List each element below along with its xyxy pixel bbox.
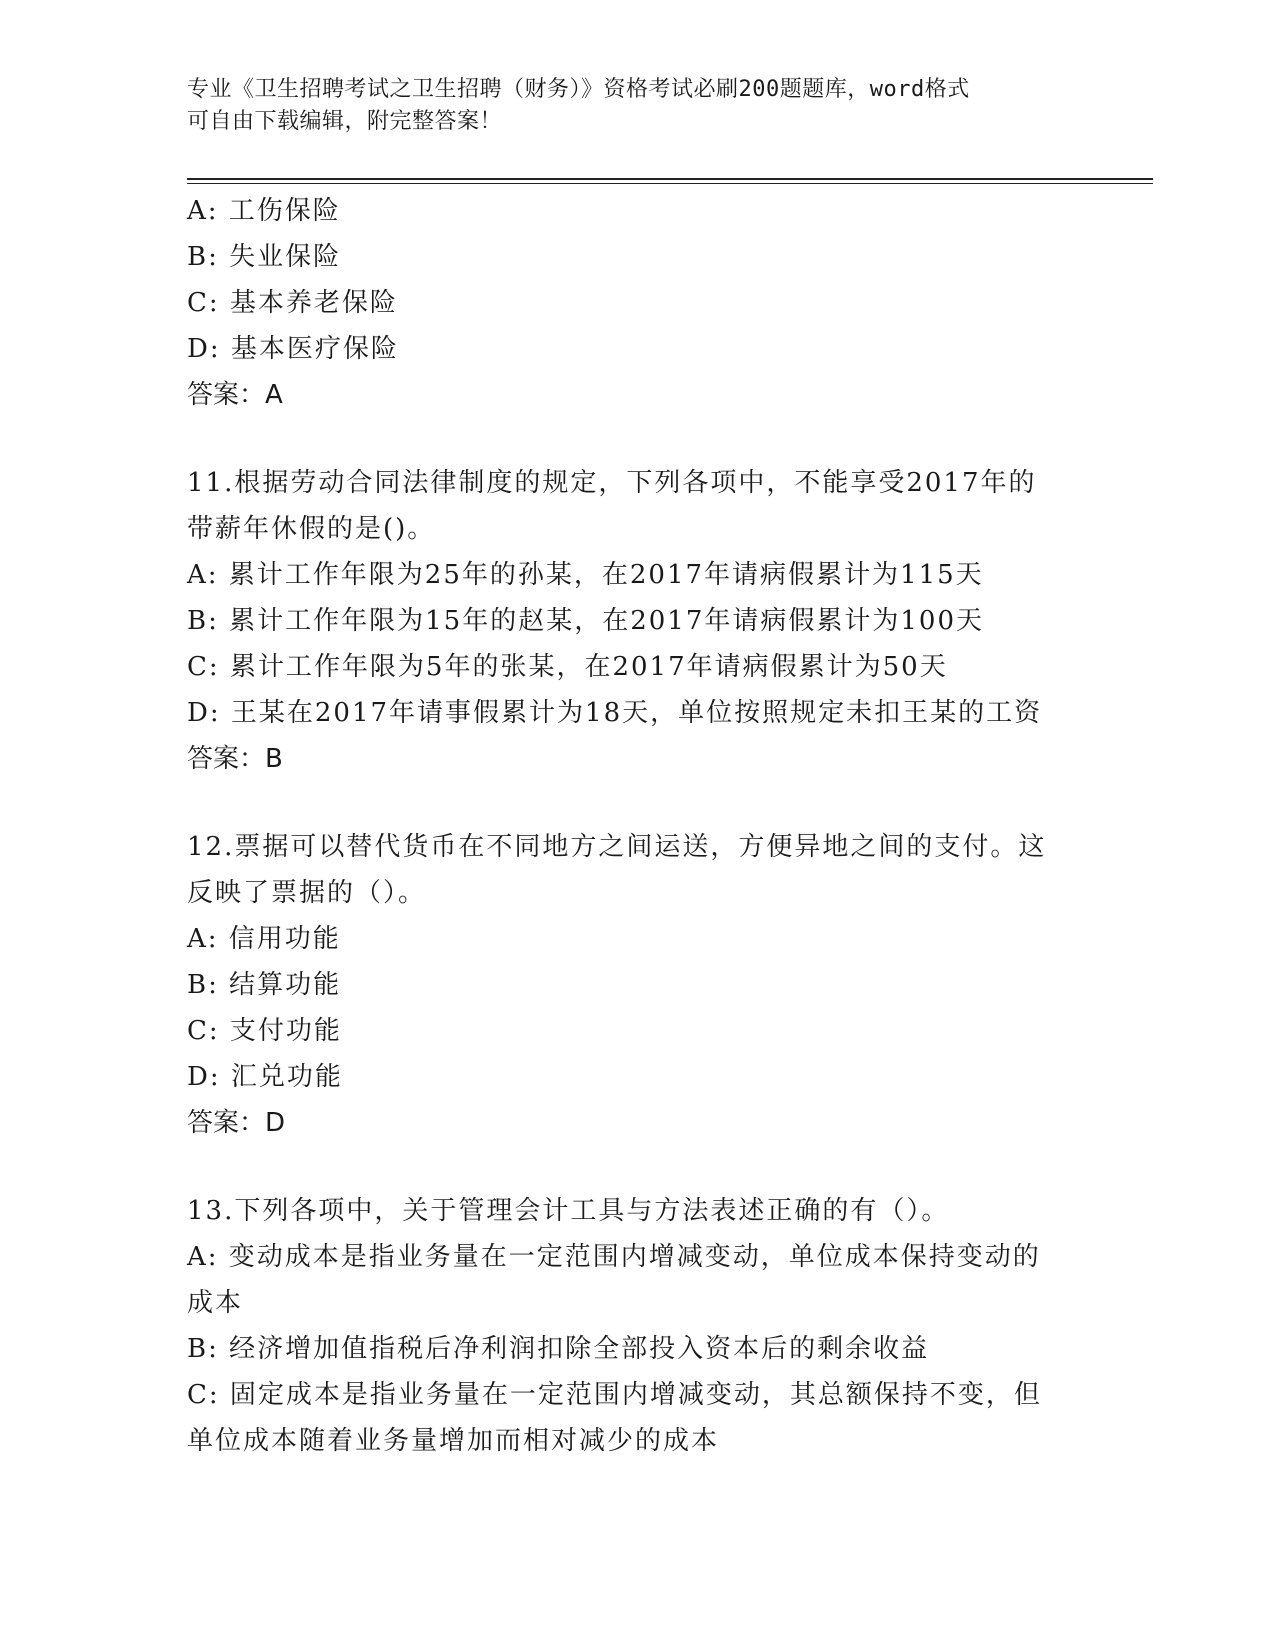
header-line-1: 专业《卫生招聘考试之卫生招聘（财务）》资格考试必刷200题题库，word格式 — [187, 77, 970, 102]
answer-line: 答案：A — [187, 380, 283, 410]
header-divider-thin — [187, 183, 1153, 184]
option-d: D: 汇兑功能 — [187, 1062, 343, 1092]
option-d: D: 基本医疗保险 — [187, 334, 399, 364]
option-b: B: 经济增加值指税后净利润扣除全部投入资本后的剩余收益 — [187, 1334, 930, 1364]
question-stem: 11.根据劳动合同法律制度的规定，下列各项中，不能享受2017年的 — [187, 468, 1037, 498]
answer-line: 答案：D — [187, 1108, 286, 1138]
question-stem-continued: 带薪年休假的是()。 — [187, 514, 436, 544]
question-stem-continued: 反映了票据的（）。 — [187, 878, 427, 908]
option-c: C: 支付功能 — [187, 1016, 342, 1046]
option-c: C: 累计工作年限为5年的张某，在2017年请病假累计为50天 — [187, 652, 948, 682]
option-d: D: 王某在2017年请事假累计为18天，单位按照规定未扣王某的工资 — [187, 698, 1043, 728]
option-c: C: 基本养老保险 — [187, 288, 398, 318]
question-stem: 13.下列各项中，关于管理会计工具与方法表述正确的有（）。 — [187, 1196, 950, 1226]
option-a-continued: 成本 — [187, 1288, 244, 1318]
question-10 — [187, 188, 1087, 418]
question-13 — [187, 1188, 1087, 1464]
option-a: A: 信用功能 — [187, 924, 341, 954]
option-b: B: 结算功能 — [187, 970, 342, 1000]
option-a: A: 工伤保险 — [187, 196, 341, 226]
question-stem: 12.票据可以替代货币在不同地方之间运送，方便异地之间的支付。这 — [187, 832, 1047, 862]
question-list — [187, 188, 1087, 1464]
option-c-continued: 单位成本随着业务量增加而相对减少的成本 — [187, 1426, 720, 1456]
question-12 — [187, 824, 1087, 1146]
option-a: A: 变动成本是指业务量在一定范围内增减变动，单位成本保持变动的 — [187, 1242, 1041, 1272]
document-header — [187, 74, 1067, 138]
option-a: A: 累计工作年限为25年的孙某，在2017年请病假累计为115天 — [187, 560, 984, 590]
option-b: B: 失业保险 — [187, 242, 342, 272]
answer-line: 答案：B — [187, 744, 283, 774]
header-divider-thick — [187, 178, 1153, 180]
option-c: C: 固定成本是指业务量在一定范围内增减变动，其总额保持不变，但 — [187, 1380, 1042, 1410]
option-b: B: 累计工作年限为15年的赵某，在2017年请病假累计为100天 — [187, 606, 985, 636]
header-line-2: 可自由下载编辑，附完整答案！ — [187, 109, 503, 134]
question-11 — [187, 460, 1087, 782]
